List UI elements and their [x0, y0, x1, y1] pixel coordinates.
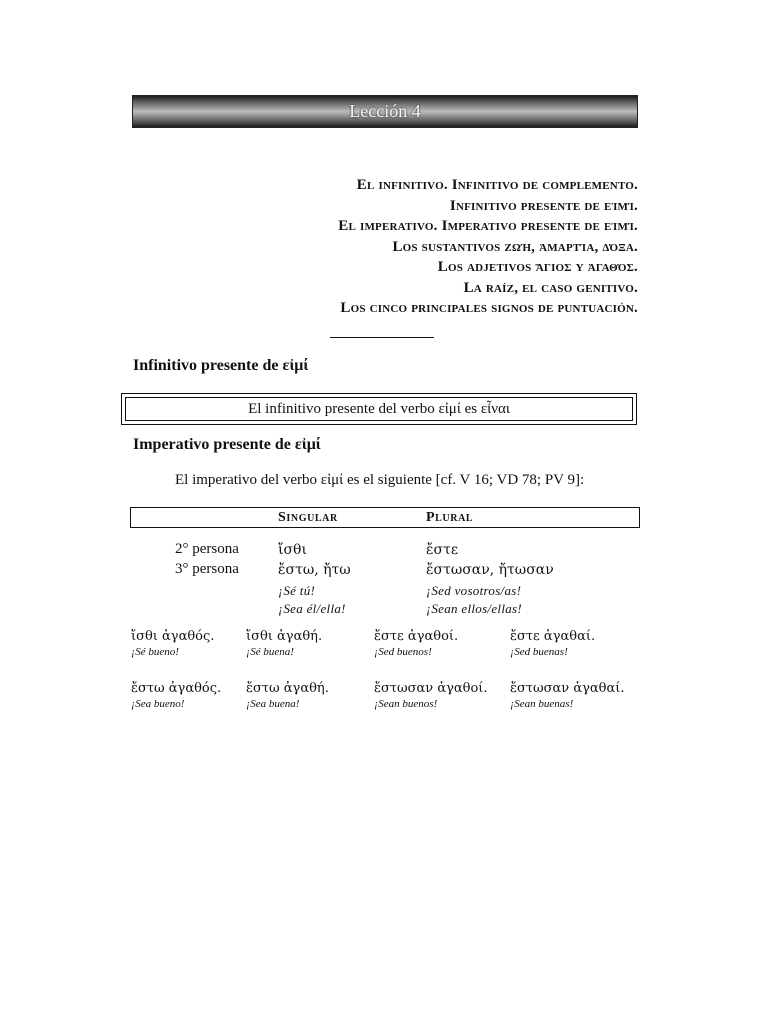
example-greek: ἔστωσαν ἀγαθαί. — [510, 681, 625, 696]
lesson-banner — [132, 95, 638, 128]
example-spanish: ¡Sean buenas! — [510, 698, 574, 710]
example-spanish: ¡Sea buena! — [246, 698, 300, 710]
topic-line: Infinitivo presente de εἰμί. — [449, 197, 638, 214]
topics-list — [338, 175, 638, 319]
infinitive-heading: Infinitivo presente de εἰμί — [133, 357, 309, 374]
example-item — [510, 681, 625, 710]
example-item — [246, 681, 329, 710]
plural-trans-3p: ¡Sean ellos/ellas! — [426, 601, 523, 616]
plural-trans-2p: ¡Sed vosotros/as! — [426, 583, 522, 598]
topic-line: Los cinco principales signos de puntuación. — [340, 300, 638, 316]
example-spanish: ¡Sed buenas! — [510, 646, 568, 658]
topic-line: La raíz, el caso genitivo. — [463, 279, 638, 296]
row-label-2p: 2° persona — [175, 541, 239, 557]
example-spanish: ¡Sea bueno! — [131, 698, 185, 710]
example-item — [510, 629, 595, 658]
section-divider — [330, 337, 434, 338]
infinitive-box — [121, 393, 637, 425]
example-item — [246, 629, 322, 658]
topic-line: Los sustantivos ζωή, ἁμαρτία, δόξα. — [392, 238, 638, 255]
plural-2p: ἔστε — [426, 542, 459, 558]
table-header — [130, 507, 640, 528]
singular-2p: ἴσθι — [278, 542, 307, 558]
example-spanish: ¡Sed buenos! — [374, 646, 432, 658]
example-greek: ἔστωσαν ἀγαθοί. — [374, 681, 488, 696]
singular-trans-2p: ¡Sé tú! — [278, 583, 316, 598]
example-item — [131, 629, 214, 658]
example-spanish: ¡Sé bueno! — [131, 646, 179, 658]
singular-3p: ἔστω, ἤτω — [278, 562, 351, 578]
imperative-intro: El imperativo del verbo εἰμί es el siguiente [cf. V 16; VD 78; PV 9]: — [175, 472, 585, 488]
topic-line: El infinitivo. Infinitivo de complemento. — [356, 177, 638, 193]
example-greek: ἴσθι ἀγαθός. — [131, 629, 215, 644]
example-spanish: ¡Sé buena! — [246, 646, 294, 658]
example-greek: ἔστε ἀγαθαί. — [510, 629, 596, 644]
imperative-heading: Imperativo presente de εἰμί — [133, 436, 321, 453]
example-greek: ἴσθι ἀγαθή. — [246, 629, 323, 644]
example-item — [131, 681, 221, 710]
example-item — [374, 681, 488, 710]
singular-trans-3p: ¡Sea él/ella! — [278, 601, 346, 616]
topic-line: Los adjetivos ἅγιος y ἀγαθός. — [437, 259, 638, 275]
example-spanish: ¡Sean buenos! — [374, 698, 438, 710]
lesson-title: Lección 4 — [349, 101, 421, 121]
example-greek: ἔστε ἀγαθοί. — [374, 629, 459, 644]
example-greek: ἔστω ἀγαθός. — [131, 681, 222, 696]
example-greek: ἔστω ἀγαθή. — [246, 681, 329, 696]
row-label-3p: 3° persona — [175, 561, 239, 577]
column-plural: Plural — [426, 510, 474, 525]
infinitive-box-text: El infinitivo presente del verbo εἰμί es εἶναι — [125, 397, 633, 421]
plural-3p: ἔστωσαν, ἤτωσαν — [426, 562, 554, 578]
example-item — [374, 629, 458, 658]
column-singular: Singular — [278, 510, 338, 525]
topic-line: El imperativo. Imperativo presente de εἰμί. — [338, 218, 638, 234]
